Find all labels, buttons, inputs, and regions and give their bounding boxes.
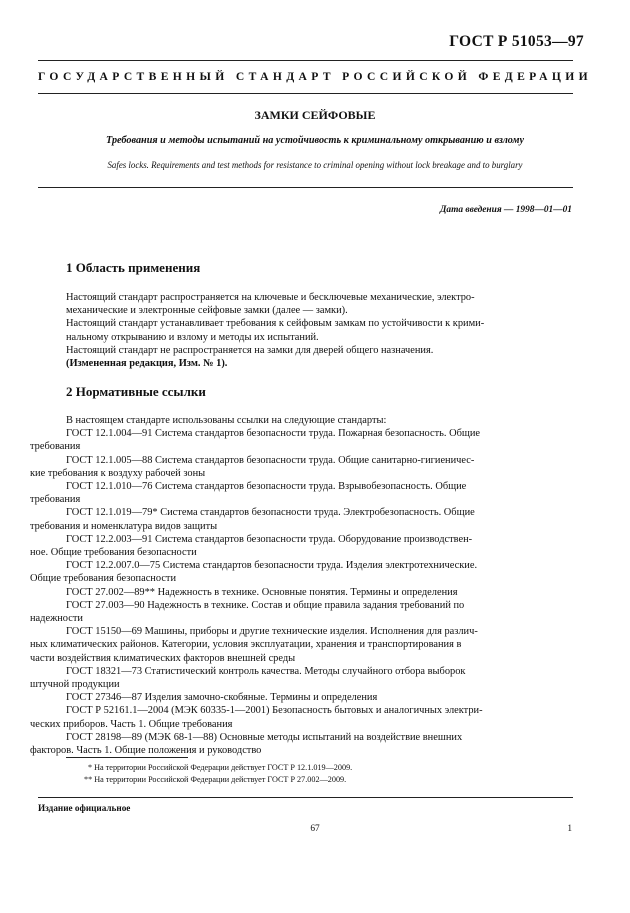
section-1-heading: 1 Область применения <box>66 260 201 275</box>
title-rule <box>38 187 573 188</box>
s2-line: ГОСТ 27.003—90 Надежность в технике. Состав и общие правила задания требований по <box>66 599 465 611</box>
s2-line: ГОСТ 15150—69 Машины, приборы и другие технические изделия. Исполнения для различ- <box>66 626 478 638</box>
s2-line: В настоящем стандарте использованы ссылки на следующие стандарты: <box>66 415 387 426</box>
s1-line-6-amendment: (Измененная редакция, Изм. № 1). <box>66 358 228 370</box>
s2-line: ГОСТ 12.2.007.0—75 Система стандартов безопасности труда. Изделия электротехнические. <box>66 560 478 572</box>
s2-line: ГОСТ 28198—89 (МЭК 68-1—88) Основные методы испытаний на воздействие внешних <box>66 731 463 743</box>
section-1-body <box>66 291 573 370</box>
s2-line: ных климатических районов. Категории, условия эксплуатации, хранения и транспортирования в <box>30 639 462 651</box>
s2-line: ГОСТ 12.1.005—88 Система стандартов безопасности труда. Общие санитарно-гигиеничес- <box>66 454 475 466</box>
header-top-rule <box>38 60 573 61</box>
s2-line: ное. Общие требования безопасности <box>30 547 197 559</box>
s2-line: ГОСТ Р 52161.1—2004 (МЭК 60335-1—2001) Безопасность бытовых и аналогичных электри- <box>66 705 483 717</box>
section-2-heading: 2 Нормативные ссылки <box>66 384 206 399</box>
state-standard-header: ГОСУДАРСТВЕННЫЙ СТАНДАРТ РОССИЙСКОЙ ФЕДЕРАЦИИ <box>38 70 592 83</box>
s2-line: требования и номенклатура видов защиты <box>30 520 218 532</box>
official-edition-label: Издание официальное <box>38 803 131 813</box>
document-subtitle: Требования и методы испытаний на устойчивость к криминальному открыванию и взлому <box>105 135 525 146</box>
section-2-body <box>30 414 573 757</box>
gost-number: ГОСТ Р 51053—97 <box>449 33 584 50</box>
s2-line: кие требования к воздуху рабочей зоны <box>30 467 206 479</box>
footnote-rule <box>66 757 188 758</box>
s1-line-3: Настоящий стандарт устанавливает требования к сейфовым замкам по устойчивости к крими- <box>66 318 485 330</box>
s2-line: факторов. Часть 1. Общие положения и руководство <box>30 745 262 757</box>
s2-line: ГОСТ 12.1.004—91 Система стандартов безопасности труда. Пожарная безопасность. Общие <box>66 428 481 440</box>
s2-line: части воздействия климатических факторов внешней среды <box>30 652 296 664</box>
header-bottom-rule <box>38 93 573 94</box>
introduction-date: Дата введения — 1998—01—01 <box>440 205 572 215</box>
s1-line-1: Настоящий стандарт распространяется на ключевые и бесключевые механические, электро- <box>66 292 475 303</box>
footer-rule <box>38 797 573 798</box>
s2-line: ГОСТ 12.2.003—91 Система стандартов безопасности труда. Оборудование производствен- <box>66 533 473 545</box>
footnote-1: * На территории Российской Федерации действует ГОСТ Р 12.1.019—2009. <box>88 763 353 772</box>
s1-line-4: нальному открыванию и взлому и методы их испытаний. <box>66 331 319 343</box>
english-title: Safes locks. Requirements and test methods for resistance to criminal opening without lock breakage and to burglary <box>107 160 523 170</box>
s2-line: ГОСТ 27346—87 Изделия замочно-скобяные. Термины и определения <box>66 692 378 704</box>
s2-line: Общие требования безопасности <box>30 573 177 585</box>
document-title: ЗАМКИ СЕЙФОВЫЕ <box>254 108 376 122</box>
page-number: 67 <box>310 824 320 834</box>
s1-line-5: Настоящий стандарт не распространяется на замки для дверей общего назначения. <box>66 344 434 356</box>
s2-line: ГОСТ 27.002—89** Надежность в технике. Основные понятия. Термины и определения <box>66 586 458 598</box>
s2-line: ГОСТ 12.1.010—76 Система стандартов безопасности труда. Взрывобезопасность. Общие <box>66 481 467 493</box>
footnote-2: ** На территории Российской Федерации действует ГОСТ Р 27.002—2009. <box>84 775 347 784</box>
sheet-number: 1 <box>567 824 572 834</box>
s2-line: штучной продукции <box>30 679 120 691</box>
s2-line: требования <box>30 494 81 506</box>
s1-line-2: механические и электронные сейфовые замки (далее — замки). <box>66 305 348 317</box>
s2-line: ГОСТ 12.1.019—79* Система стандартов безопасности труда. Электробезопасность. Общие <box>66 507 475 519</box>
s2-line: требования <box>30 441 81 453</box>
s2-line: надежности <box>30 613 83 625</box>
s2-line: ческих приборов. Часть 1. Общие требования <box>30 718 233 730</box>
s2-line: ГОСТ 18321—73 Статистический контроль качества. Методы случайного отбора выборок <box>66 665 466 677</box>
